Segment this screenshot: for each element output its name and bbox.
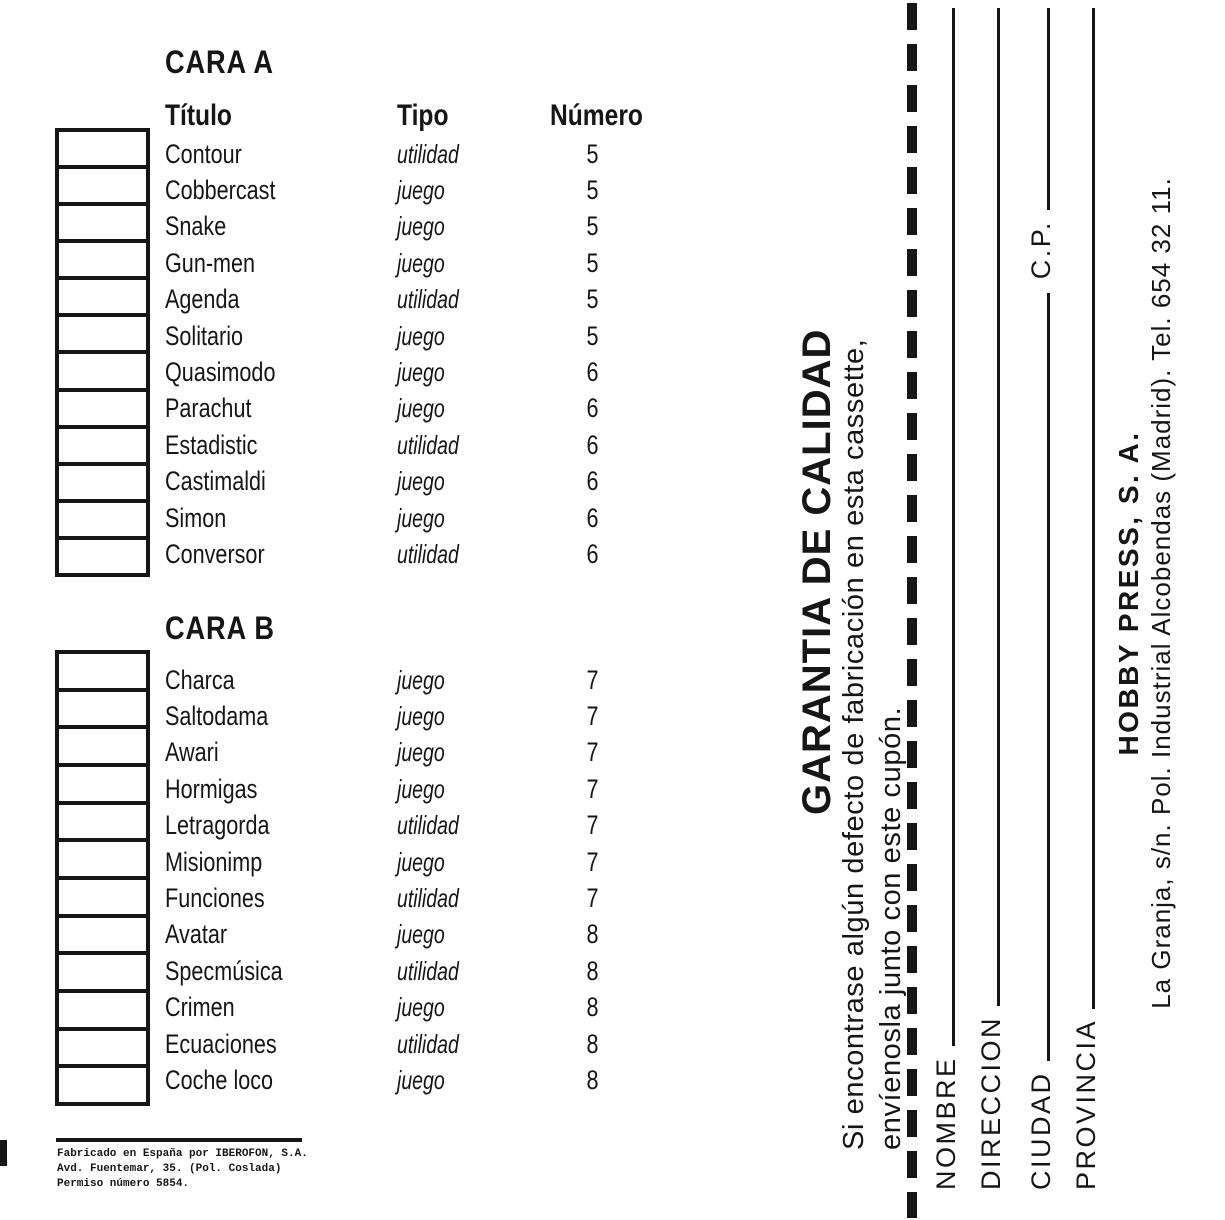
city-field-label: CIUDAD <box>1026 1071 1056 1190</box>
number-cell: 8 <box>586 1028 599 1059</box>
software-row <box>165 771 675 807</box>
number-cell: 5 <box>586 247 599 278</box>
type-cell: utilidad <box>397 883 459 914</box>
field-underline <box>1047 293 1050 1061</box>
checkbox-cell <box>59 880 146 918</box>
checkbox-cell <box>59 692 146 730</box>
title-cell: Awari <box>165 737 219 768</box>
software-row <box>165 245 675 281</box>
side-b-table <box>165 662 675 1099</box>
type-cell: juego <box>397 1064 445 1095</box>
software-row <box>165 464 675 500</box>
type-cell: juego <box>397 992 445 1023</box>
type-cell: juego <box>397 320 445 351</box>
checkbox-cell <box>59 392 146 429</box>
software-row <box>165 391 675 427</box>
type-cell: juego <box>397 701 445 732</box>
checkbox-cell <box>59 503 146 540</box>
type-cell: juego <box>397 357 445 388</box>
title-cell: Agenda <box>165 284 240 315</box>
type-cell: utilidad <box>397 284 459 315</box>
software-row <box>165 735 675 771</box>
publisher-address: La Granja, s/n. Pol. Industrial Alcobendas (Madrid). Tel. 654 32 11. <box>1146 177 1176 1009</box>
title-cell: Funciones <box>165 883 265 914</box>
software-row <box>165 880 675 916</box>
software-row <box>165 990 675 1026</box>
checkbox-cell <box>59 767 146 805</box>
software-row <box>165 1062 675 1098</box>
number-cell: 5 <box>586 138 599 169</box>
field-underline <box>997 8 1000 1006</box>
publisher-name: HOBBY PRESS, S. A. <box>1113 430 1144 756</box>
number-cell: 6 <box>586 357 599 388</box>
postal-code-field-label: C.P. <box>1026 220 1056 280</box>
number-cell: 7 <box>586 846 599 877</box>
type-cell: utilidad <box>397 429 459 460</box>
number-cell: 5 <box>586 175 599 206</box>
imprint-line: Avd. Fuentemar, 35. (Pol. Coslada) <box>57 1163 282 1175</box>
software-row <box>165 536 675 572</box>
title-cell: Coche loco <box>165 1064 274 1095</box>
checkbox-cell <box>59 354 146 391</box>
scan-artifact <box>0 1140 7 1166</box>
number-cell: 6 <box>586 393 599 424</box>
title-cell: Quasimodo <box>165 357 276 388</box>
title-cell: Avatar <box>165 919 228 950</box>
checkbox-cell <box>59 842 146 880</box>
checkbox-cell <box>59 993 146 1031</box>
software-row <box>165 662 675 698</box>
title-cell: Ecuaciones <box>165 1028 277 1059</box>
checkbox-cell <box>59 169 146 206</box>
name-field-label: NOMBRE <box>931 1056 961 1190</box>
side-b-heading <box>165 610 294 647</box>
software-row <box>165 500 675 536</box>
table-column-headers <box>165 99 675 133</box>
checkbox-cell <box>59 729 146 767</box>
title-cell: Contour <box>165 138 242 169</box>
checkbox-cell <box>59 540 146 573</box>
city-postal-field-row <box>1026 8 1056 1190</box>
software-row <box>165 318 675 354</box>
checkbox-cell <box>59 805 146 843</box>
type-cell: juego <box>397 846 445 877</box>
software-row <box>165 953 675 989</box>
number-cell: 6 <box>586 538 599 569</box>
software-row <box>165 282 675 318</box>
software-row <box>165 136 675 172</box>
number-cell: 5 <box>586 211 599 242</box>
type-cell: juego <box>397 175 445 206</box>
imprint-divider <box>56 1138 302 1142</box>
title-cell: Saltodama <box>165 701 269 732</box>
checkbox-cell <box>59 654 146 692</box>
title-cell: Parachut <box>165 393 252 424</box>
province-field-row <box>1071 8 1101 1190</box>
checkbox-cell <box>59 243 146 280</box>
type-cell: juego <box>397 247 445 278</box>
title-cell: Solitario <box>165 320 244 351</box>
number-cell: 7 <box>586 701 599 732</box>
coupon-title: GARANTIA DE CALIDAD <box>795 328 839 815</box>
type-cell: juego <box>397 664 445 695</box>
type-cell: juego <box>397 502 445 533</box>
address-field-row <box>976 8 1006 1190</box>
type-cell: utilidad <box>397 955 459 986</box>
type-cell: juego <box>397 773 445 804</box>
checkbox-cell <box>59 132 146 169</box>
type-cell: utilidad <box>397 138 459 169</box>
software-row <box>165 354 675 390</box>
title-cell: Estadistic <box>165 429 258 460</box>
title-cell: Gun-men <box>165 247 256 278</box>
number-cell: 5 <box>586 320 599 351</box>
title-cell: Specmúsica <box>165 955 283 986</box>
checkbox-cell <box>59 429 146 466</box>
side-a-checkbox-column <box>55 128 150 577</box>
number-cell: 8 <box>586 1064 599 1095</box>
province-field-label: PROVINCIA <box>1071 1018 1101 1190</box>
title-cell: Charca <box>165 664 235 695</box>
title-cell: Simon <box>165 502 227 533</box>
number-cell: 7 <box>586 810 599 841</box>
checkbox-cell <box>59 1068 146 1102</box>
checkbox-cell <box>59 466 146 503</box>
side-b-heading-text: CARA B <box>165 610 275 646</box>
coupon-body-line: envíenosla junto con este cupón. <box>875 706 907 1150</box>
title-cell: Hormigas <box>165 773 258 804</box>
number-cell: 5 <box>586 284 599 315</box>
imprint-line: Fabricado en España por IBEROFON, S.A. <box>57 1148 308 1160</box>
type-cell: utilidad <box>397 538 459 569</box>
number-cell: 8 <box>586 992 599 1023</box>
software-row <box>165 844 675 880</box>
number-cell: 6 <box>586 466 599 497</box>
field-underline <box>1047 8 1050 210</box>
field-underline <box>1092 8 1095 1009</box>
number-cell: 7 <box>586 883 599 914</box>
checkbox-cell <box>59 918 146 956</box>
type-cell: juego <box>397 466 445 497</box>
side-a-heading-text: CARA A <box>165 44 274 80</box>
type-cell: juego <box>397 211 445 242</box>
number-cell: 7 <box>586 664 599 695</box>
column-header-number: Número <box>550 99 643 132</box>
coupon-body <box>836 160 910 1150</box>
column-header-title: Título <box>165 99 232 132</box>
coupon-body-line: Si encontrase algún defecto de fabricación en esta cassette, <box>838 338 870 1150</box>
number-cell: 8 <box>586 955 599 986</box>
name-field-row <box>931 8 961 1190</box>
software-row <box>165 209 675 245</box>
number-cell: 7 <box>586 737 599 768</box>
column-header-type: Tipo <box>397 99 449 132</box>
publisher-block <box>1112 128 1178 1058</box>
checkbox-cell <box>59 206 146 243</box>
side-b-checkbox-column <box>55 650 150 1106</box>
type-cell: juego <box>397 737 445 768</box>
number-cell: 6 <box>586 502 599 533</box>
side-a-table <box>165 136 675 573</box>
software-row <box>165 808 675 844</box>
imprint-line: Permiso número 5854. <box>57 1178 190 1190</box>
software-row <box>165 698 675 734</box>
manufacturer-imprint <box>57 1147 308 1192</box>
address-field-label: DIRECCION <box>976 1015 1006 1190</box>
type-cell: juego <box>397 919 445 950</box>
number-cell: 7 <box>586 773 599 804</box>
number-cell: 6 <box>586 429 599 460</box>
software-row <box>165 172 675 208</box>
title-cell: Cobbercast <box>165 175 276 206</box>
title-cell: Crimen <box>165 992 235 1023</box>
checkbox-cell <box>59 280 146 317</box>
title-cell: Conversor <box>165 538 265 569</box>
checkbox-cell <box>59 955 146 993</box>
type-cell: utilidad <box>397 810 459 841</box>
title-cell: Misionimp <box>165 846 263 877</box>
side-a-heading <box>165 44 293 81</box>
software-row <box>165 427 675 463</box>
software-row <box>165 1026 675 1062</box>
title-cell: Letragorda <box>165 810 270 841</box>
type-cell: utilidad <box>397 1028 459 1059</box>
number-cell: 8 <box>586 919 599 950</box>
checkbox-cell <box>59 317 146 354</box>
title-cell: Snake <box>165 211 227 242</box>
type-cell: juego <box>397 393 445 424</box>
checkbox-cell <box>59 1031 146 1069</box>
field-underline <box>952 8 955 1046</box>
software-row <box>165 917 675 953</box>
title-cell: Castimaldi <box>165 466 266 497</box>
